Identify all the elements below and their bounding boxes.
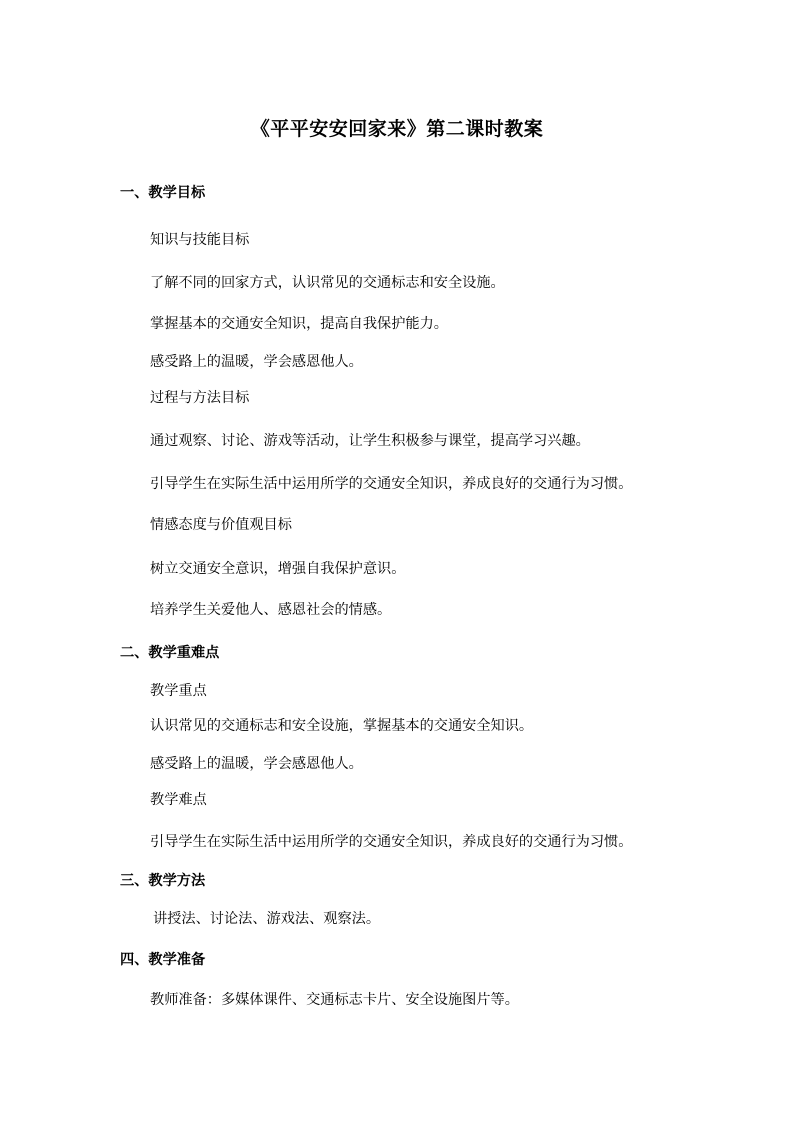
paragraph-line: 认识常见的交通标志和安全设施，掌握基本的交通安全知识。 (150, 718, 534, 734)
subheading-knowledge-skills: 知识与技能目标 (150, 232, 250, 248)
subheading-key-point: 教学重点 (150, 683, 207, 699)
subheading-difficulty: 教学难点 (150, 792, 207, 808)
paragraph-line: 了解不同的回家方式，认识常见的交通标志和安全设施。 (150, 275, 505, 291)
section-heading-key-points: 二、教学重难点 (120, 645, 220, 661)
paragraph-line: 感受路上的温暖，学会感恩他人。 (150, 756, 363, 772)
section-heading-objectives: 一、教学目标 (120, 185, 206, 201)
paragraph-line: 树立交通安全意识，增强自我保护意识。 (150, 561, 406, 577)
paragraph-line: 感受路上的温暖，学会感恩他人。 (150, 354, 363, 370)
section-heading-methods: 三、教学方法 (120, 873, 206, 889)
paragraph-line: 通过观察、讨论、游戏等活动，让学生积极参与课堂，提高学习兴趣。 (150, 433, 590, 449)
section-heading-preparation: 四、教学准备 (120, 952, 206, 968)
subheading-emotion-values: 情感态度与价值观目标 (150, 517, 292, 533)
paragraph-line: 培养学生关爱他人、感恩社会的情感。 (150, 602, 392, 618)
subheading-process-methods: 过程与方法目标 (150, 390, 250, 406)
paragraph-line: 教师准备：多媒体课件、交通标志卡片、安全设施图片等。 (150, 992, 519, 1008)
paragraph-line: 掌握基本的交通安全知识，提高自我保护能力。 (150, 316, 448, 332)
paragraph-line: 引导学生在实际生活中运用所学的交通安全知识，养成良好的交通行为习惯。 (150, 476, 633, 492)
paragraph-line: 引导学生在实际生活中运用所学的交通安全知识，养成良好的交通行为习惯。 (150, 834, 633, 850)
paragraph-line: 讲授法、讨论法、游戏法、观察法。 (153, 911, 381, 927)
document-title: 《平平安安回家来》第二课时教案 (250, 118, 544, 140)
